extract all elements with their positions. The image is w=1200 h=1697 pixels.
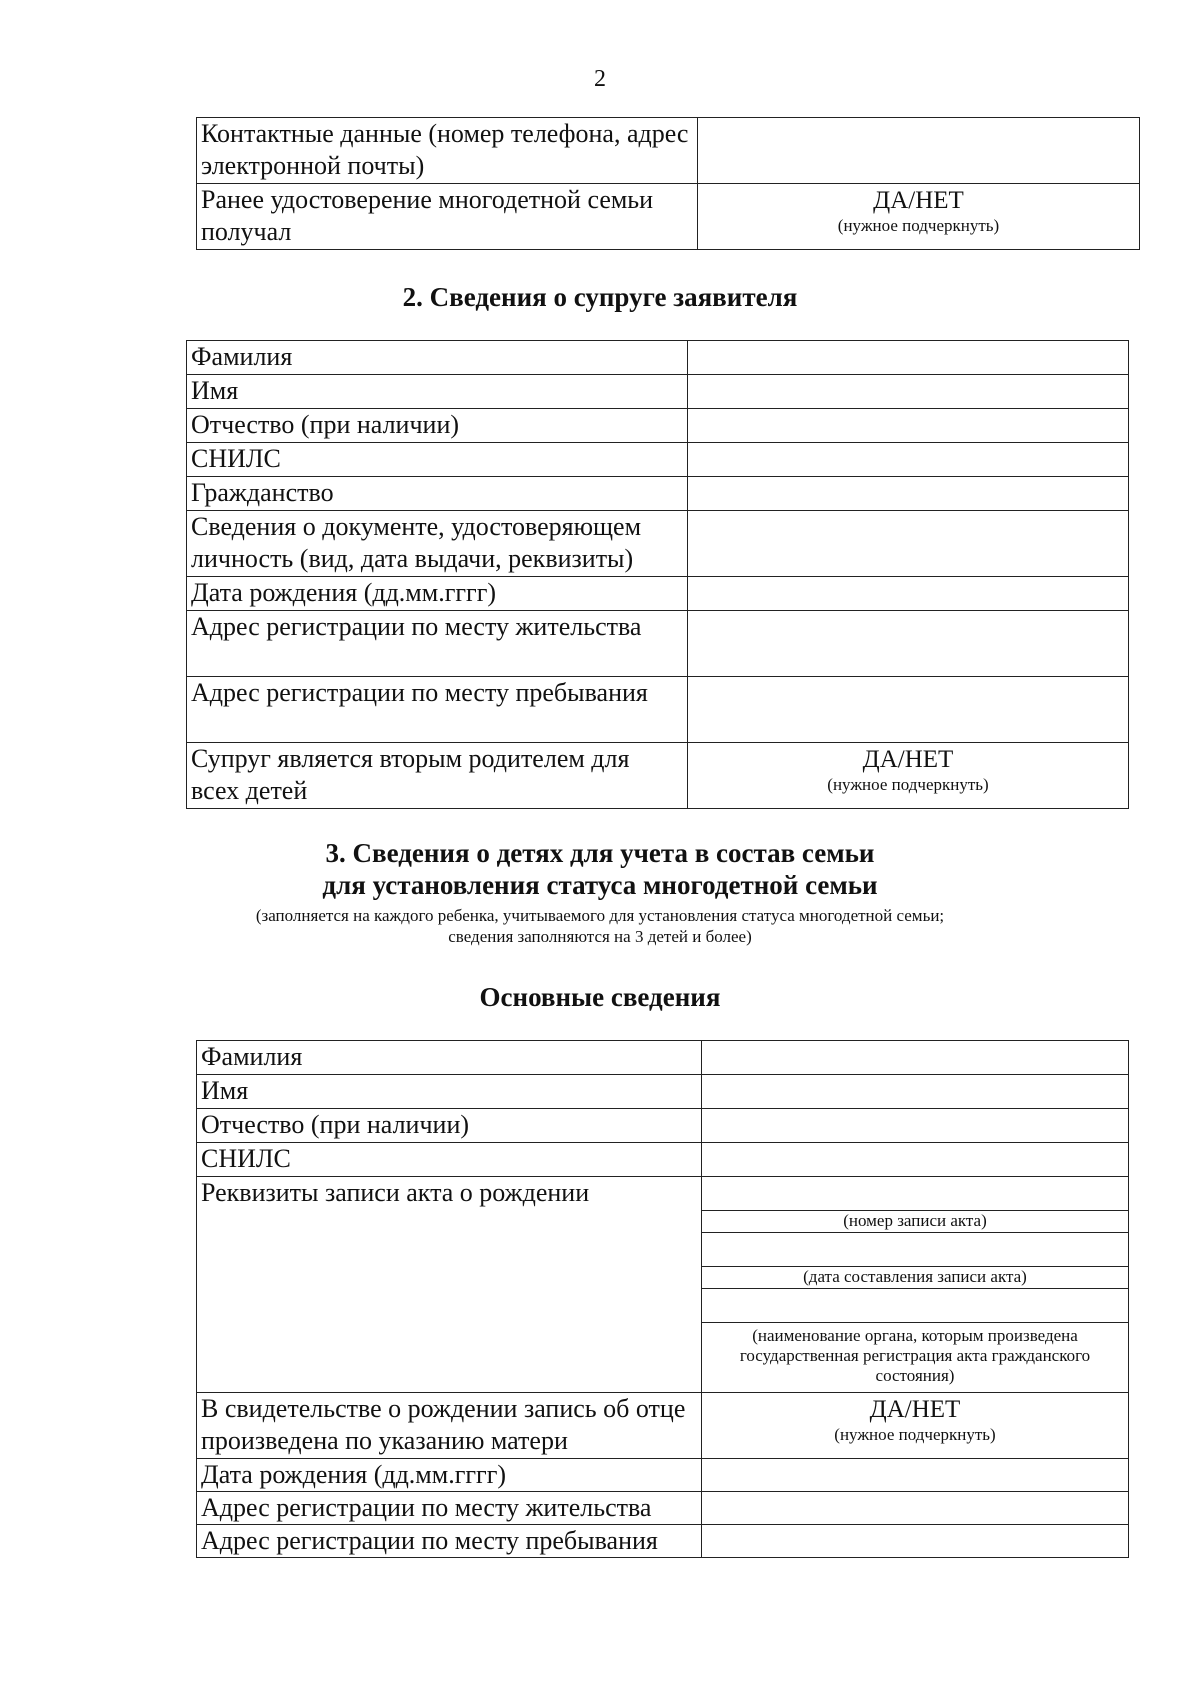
- table-row: [197, 1075, 1129, 1109]
- table-row: [187, 577, 1129, 611]
- yes-no-option[interactable]: ДА/НЕТ: [862, 746, 954, 773]
- prior-certificate-label: Ранее удостоверение многодетной семьи получал: [197, 184, 698, 250]
- table-row: [187, 443, 1129, 477]
- spouse-name-field[interactable]: [688, 375, 1129, 409]
- child-surname-label: Фамилия: [197, 1041, 702, 1075]
- child-snils-field[interactable]: [702, 1143, 1129, 1177]
- spouse-birth-date-label: Дата рождения (дд.мм.гггг): [187, 577, 688, 611]
- child-name-field[interactable]: [702, 1075, 1129, 1109]
- child-stay-field[interactable]: [702, 1525, 1129, 1558]
- spouse-surname-field[interactable]: [688, 341, 1129, 375]
- father-record-label: В свидетельстве о рождении запись об отце произведена по указанию матери: [197, 1393, 702, 1459]
- record-number-field[interactable]: [702, 1177, 1128, 1211]
- contact-label: Контактные данные (номер телефона, адрес электронной почты): [197, 118, 698, 184]
- father-record-field[interactable]: [702, 1393, 1129, 1459]
- table-row: [197, 1143, 1129, 1177]
- spouse-residence-label: Адрес регистрации по месту жительства: [187, 611, 688, 677]
- table-row: [187, 677, 1129, 743]
- spouse-name-label: Имя: [187, 375, 688, 409]
- child-surname-field[interactable]: [702, 1041, 1129, 1075]
- spouse-stay-field[interactable]: [688, 677, 1129, 743]
- birth-record-label: Реквизиты записи акта о рождении: [197, 1177, 702, 1393]
- table-row: [187, 477, 1129, 511]
- yes-no-option[interactable]: ДА/НЕТ: [869, 1396, 961, 1423]
- record-authority-field[interactable]: [702, 1289, 1128, 1323]
- child-birth-date-field[interactable]: [702, 1459, 1129, 1492]
- child-stay-label: Адрес регистрации по месту пребывания: [197, 1525, 702, 1558]
- table-row: [187, 409, 1129, 443]
- applicant-table: [196, 117, 1140, 250]
- prior-certificate-field[interactable]: [698, 184, 1140, 250]
- table-row: [187, 611, 1129, 677]
- spouse-stay-label: Адрес регистрации по месту пребывания: [187, 677, 688, 743]
- table-row: [187, 743, 1129, 809]
- table-row: [187, 375, 1129, 409]
- spouse-id-document-label: Сведения о документе, удостоверяющем личность (вид, дата выдачи, реквизиты): [187, 511, 688, 577]
- record-date-field[interactable]: [702, 1233, 1128, 1267]
- child-snils-label: СНИЛС: [197, 1143, 702, 1177]
- record-date-hint: (дата составления записи акта): [702, 1267, 1128, 1289]
- contact-field[interactable]: [698, 118, 1140, 184]
- children-note-line1: (заполняется на каждого ребенка, учитываемого для установления статуса многодетной семьи;: [255, 906, 945, 925]
- spouse-second-parent-label: Супруг является вторым родителем для всех детей: [187, 743, 688, 809]
- spouse-birth-date-field[interactable]: [688, 577, 1129, 611]
- record-authority-hint: (наименование органа, которым произведена государственная регистрация акта гражданского состояния): [739, 1326, 1091, 1385]
- child-table: [196, 1040, 1129, 1558]
- children-section-title-line1: 3. Сведения о детях для учета в состав семьи: [325, 838, 875, 868]
- spouse-snils-field[interactable]: [688, 443, 1129, 477]
- table-row: [197, 118, 1140, 184]
- child-name-label: Имя: [197, 1075, 702, 1109]
- basic-info-title: Основные сведения: [479, 982, 721, 1012]
- table-row: [197, 1525, 1129, 1558]
- yes-no-option[interactable]: ДА/НЕТ: [873, 187, 964, 214]
- underline-hint: (нужное подчеркнуть): [837, 216, 1000, 235]
- table-row: [197, 1459, 1129, 1492]
- children-section-title-line2: для установления статуса многодетной семьи: [322, 870, 878, 900]
- spouse-citizenship-label: Гражданство: [187, 477, 688, 511]
- record-number-hint: (номер записи акта): [702, 1211, 1128, 1233]
- table-row: [197, 1041, 1129, 1075]
- spouse-table: [186, 340, 1129, 809]
- child-residence-field[interactable]: [702, 1492, 1129, 1525]
- spouse-patronymic-label: Отчество (при наличии): [187, 409, 688, 443]
- spouse-patronymic-field[interactable]: [688, 409, 1129, 443]
- spouse-snils-label: СНИЛС: [187, 443, 688, 477]
- table-row: [197, 184, 1140, 250]
- spouse-id-document-field[interactable]: [688, 511, 1129, 577]
- child-birth-date-label: Дата рождения (дд.мм.гггг): [197, 1459, 702, 1492]
- spouse-second-parent-field[interactable]: [688, 743, 1129, 809]
- spouse-section-title: 2. Сведения о супруге заявителя: [402, 282, 798, 312]
- child-patronymic-field[interactable]: [702, 1109, 1129, 1143]
- children-note-line2: сведения заполняются на 3 детей и более): [448, 927, 752, 946]
- table-row: [197, 1109, 1129, 1143]
- child-patronymic-label: Отчество (при наличии): [197, 1109, 702, 1143]
- table-row: [197, 1177, 1129, 1393]
- table-row: [187, 511, 1129, 577]
- table-row: [197, 1492, 1129, 1525]
- table-row: [187, 341, 1129, 375]
- underline-hint: (нужное подчеркнуть): [827, 775, 989, 794]
- underline-hint: (нужное подчеркнуть): [834, 1425, 996, 1444]
- spouse-citizenship-field[interactable]: [688, 477, 1129, 511]
- page-number: 2: [594, 66, 606, 92]
- birth-record-fields: [702, 1177, 1129, 1393]
- spouse-surname-label: Фамилия: [187, 341, 688, 375]
- child-residence-label: Адрес регистрации по месту жительства: [197, 1492, 702, 1525]
- spouse-residence-field[interactable]: [688, 611, 1129, 677]
- table-row: [197, 1393, 1129, 1459]
